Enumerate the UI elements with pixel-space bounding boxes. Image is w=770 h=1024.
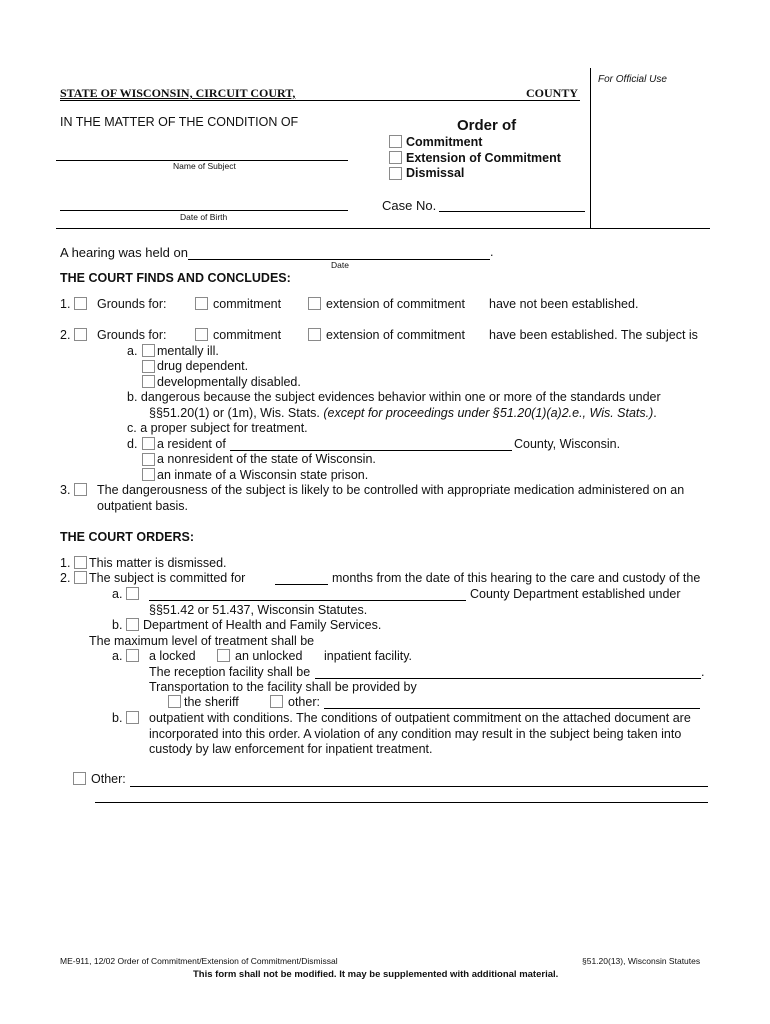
order-1-text: This matter is dismissed. (89, 556, 227, 570)
header-divider-horizontal (56, 228, 710, 229)
transport-other-label: other: (288, 695, 320, 709)
hearing-date-label: Date (331, 260, 349, 270)
finding-2-commitment-label: commitment (213, 328, 282, 342)
matter-label: IN THE MATTER OF THE CONDITION OF (60, 115, 299, 129)
orders-heading: THE COURT ORDERS: (60, 530, 195, 544)
finding-3-text2: outpatient basis. (97, 499, 189, 513)
reception-label: The reception facility shall be (149, 665, 311, 679)
transport-label: Transportation to the facility shall be provided by (149, 680, 417, 694)
finding-2a-label: a. (127, 344, 138, 358)
finding-2b-end: . (653, 406, 657, 420)
footer-statute: §51.20(13), Wisconsin Statutes (582, 956, 701, 966)
order-1-num: 1. (60, 556, 71, 570)
order-2b-label: b. (112, 618, 123, 632)
finding-1-checkbox[interactable] (74, 297, 87, 310)
findings-heading: THE COURT FINDS AND CONCLUDES: (60, 271, 291, 285)
order-2a-label: a. (112, 587, 123, 601)
transport-other-field[interactable] (324, 708, 700, 709)
finding-3-text: The dangerousness of the subject is likely to be controlled with appropriate medication administered on an (97, 483, 685, 497)
sheriff-checkbox[interactable] (168, 695, 181, 708)
other-order-label: Other: (91, 772, 126, 786)
finding-1-num: 1. (60, 297, 71, 311)
reception-field[interactable] (315, 678, 701, 679)
finding-1-result: have not been established. (489, 297, 639, 311)
official-use-label: For Official Use (598, 74, 667, 85)
finding-2-commitment-checkbox[interactable] (195, 328, 208, 341)
inpatient-checkbox[interactable] (126, 649, 139, 662)
reception-period: . (701, 665, 705, 679)
dhfs-checkbox[interactable] (126, 618, 139, 631)
inmate-checkbox[interactable] (142, 468, 155, 481)
county-department-field[interactable] (149, 600, 466, 601)
outpatient-text-3: custody by law enforcement for inpatient treatment. (149, 742, 433, 756)
nonresident-label: a nonresident of the state of Wisconsin. (157, 452, 376, 466)
drug-dependent-checkbox[interactable] (142, 360, 155, 373)
finding-2-grounds: Grounds for: (97, 328, 167, 342)
finding-3-checkbox[interactable] (74, 483, 87, 496)
header-divider-vertical (590, 68, 591, 228)
months-field[interactable] (275, 584, 328, 585)
extension-option-label: Extension of Commitment (406, 151, 561, 165)
order-2-checkbox[interactable] (74, 571, 87, 584)
nonresident-checkbox[interactable] (142, 453, 155, 466)
transport-other-checkbox[interactable] (270, 695, 283, 708)
drug-dependent-label: drug dependent. (157, 359, 249, 373)
outpatient-checkbox[interactable] (126, 711, 139, 724)
hearing-text: A hearing was held on (60, 245, 188, 260)
commitment-checkbox[interactable] (389, 135, 402, 148)
mentally-ill-checkbox[interactable] (142, 344, 155, 357)
name-of-subject-label: Name of Subject (173, 161, 236, 171)
mentally-ill-label: mentally ill. (157, 344, 219, 358)
other-order-checkbox[interactable] (73, 772, 86, 785)
county-label: COUNTY (526, 86, 579, 100)
inpatient-label: inpatient facility. (324, 649, 413, 663)
finding-2c-text: c. a proper subject for treatment. (127, 421, 308, 435)
state-court-label: STATE OF WISCONSIN, CIRCUIT COURT, (60, 86, 296, 100)
resident-county-label: County, Wisconsin. (514, 437, 621, 451)
finding-2b-text: b. dangerous because the subject evidences behavior within one or more of the standards under (127, 390, 661, 404)
form-id: ME-911, 12/02 Order of Commitment/Extension of Commitment/Dismissal (60, 956, 338, 966)
finding-2d-label: d. (127, 437, 138, 451)
finding-3-num: 3. (60, 483, 71, 497)
finding-2-checkbox[interactable] (74, 328, 87, 341)
order-1-checkbox[interactable] (74, 556, 87, 569)
developmentally-disabled-label: developmentally disabled. (157, 375, 301, 389)
order-2-num: 2. (60, 571, 71, 585)
locked-label: a locked (149, 649, 196, 663)
hearing-period: . (490, 245, 494, 259)
date-of-birth-label: Date of Birth (180, 212, 228, 222)
max-level-label: The maximum level of treatment shall be (89, 634, 315, 648)
date-of-birth-field[interactable] (60, 210, 348, 211)
finding-2-extension-label: extension of commitment (326, 328, 465, 342)
county-department-statutes: §§51.42 or 51.437, Wisconsin Statutes. (149, 603, 368, 617)
finding-1-extension-checkbox[interactable] (308, 297, 321, 310)
resident-checkbox[interactable] (142, 437, 155, 450)
dismissal-option-label: Dismissal (406, 166, 465, 180)
finding-2b-statute (149, 406, 657, 420)
developmentally-disabled-checkbox[interactable] (142, 375, 155, 388)
unlocked-label: an unlocked (235, 649, 303, 663)
finding-2-extension-checkbox[interactable] (308, 328, 321, 341)
finding-1-extension-label: extension of commitment (326, 297, 465, 311)
max-level-a-label: a. (112, 649, 123, 663)
finding-1-commitment-label: commitment (213, 297, 282, 311)
sheriff-label: the sheriff (184, 695, 239, 709)
dhfs-label: Department of Health and Family Services. (143, 618, 382, 632)
resident-label: a resident of (157, 437, 226, 451)
finding-2-num: 2. (60, 328, 71, 342)
order-2-text-b: months from the date of this hearing to the care and custody of the (332, 571, 701, 585)
county-department-checkbox[interactable] (126, 587, 139, 600)
order-title: Order of (457, 117, 517, 134)
max-level-b-label: b. (112, 711, 123, 725)
dismissal-checkbox[interactable] (389, 167, 402, 180)
finding-2b-exception: (except for proceedings under §51.20(1)(a)2.e., Wis. Stats.) (323, 406, 654, 420)
resident-county-field[interactable] (230, 450, 512, 451)
finding-2b-statute-text: §§51.20(1) or (1m), Wis. Stats. (149, 406, 320, 420)
unlocked-checkbox[interactable] (217, 649, 230, 662)
order-2-text-a: The subject is committed for (89, 571, 246, 585)
finding-1-commitment-checkbox[interactable] (195, 297, 208, 310)
case-no-field[interactable] (439, 211, 585, 212)
inmate-label: an inmate of a Wisconsin state prison. (157, 468, 369, 482)
extension-checkbox[interactable] (389, 151, 402, 164)
case-no-label: Case No. (382, 198, 437, 213)
other-order-field-1[interactable] (130, 786, 708, 787)
county-department-label: County Department established under (470, 587, 681, 601)
finding-2-result: have been established. The subject is (489, 328, 698, 342)
other-order-field-2[interactable] (95, 802, 708, 803)
commitment-option-label: Commitment (406, 135, 483, 149)
outpatient-text-2: incorporated into this order. A violation of any condition may result in the subject being taken into (149, 727, 682, 741)
outpatient-text-1: outpatient with conditions. The conditions of outpatient commitment on the attached document are (149, 711, 691, 725)
county-line[interactable] (60, 100, 580, 101)
finding-1-grounds: Grounds for: (97, 297, 167, 311)
footer-notice: This form shall not be modified. It may be supplemented with additional material. (193, 969, 559, 980)
